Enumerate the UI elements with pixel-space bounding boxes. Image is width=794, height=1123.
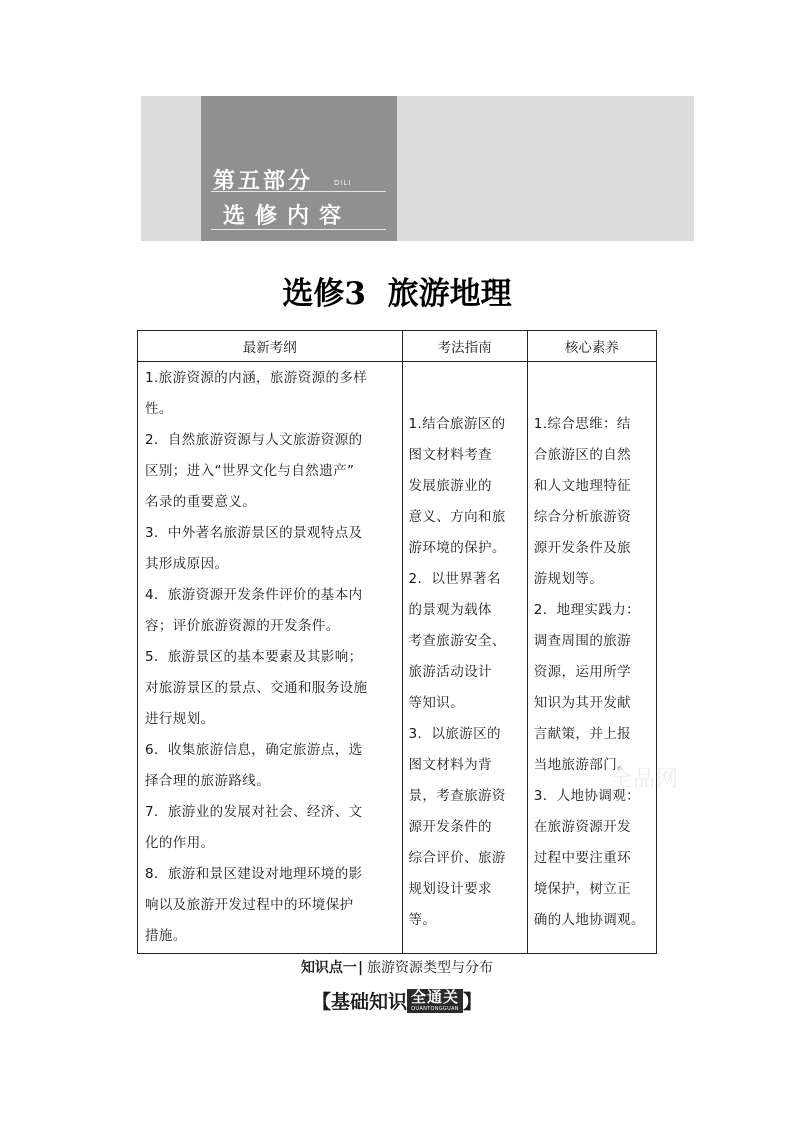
badge-main-text: 全通关 bbox=[411, 988, 460, 1006]
cell-line: 1.结合旅游区的 bbox=[408, 416, 506, 432]
cell-line: 图文材料考查 bbox=[408, 447, 492, 463]
cell-line: 和人文地理特征 bbox=[533, 478, 632, 494]
table-header-exam-guide: 考法指南 bbox=[402, 331, 527, 362]
syllabus-text bbox=[138, 362, 402, 952]
cell-line: 综合分析旅游资 bbox=[533, 509, 632, 525]
cell-line: 其形成原因。 bbox=[145, 556, 229, 572]
cell-line: 名录的重要意义。 bbox=[145, 494, 257, 510]
cell-line: 2．地理实践力： bbox=[533, 602, 641, 618]
section-header bbox=[0, 987, 794, 1014]
core-literacy-cell bbox=[527, 362, 656, 954]
cell-line: 对旅游景区的景点、交通和服务设施 bbox=[145, 680, 368, 696]
cell-line: 3．以旅游区的 bbox=[408, 726, 501, 742]
cell-line: 当地旅游部门。 bbox=[533, 757, 632, 773]
cell-line: 响以及旅游开发过程中的环境保护 bbox=[145, 897, 354, 913]
cell-line: 境保护，树立正 bbox=[533, 881, 632, 897]
cell-line: 在旅游资源开发 bbox=[533, 819, 632, 835]
exam-guide-text bbox=[403, 362, 527, 936]
cell-line: 2．以世界著名 bbox=[408, 571, 501, 587]
cell-line: 发展旅游业的 bbox=[408, 478, 492, 494]
cell-line: 区别；进入“世界文化与自然遗产” bbox=[145, 463, 355, 479]
cell-line: 调查周围的旅游 bbox=[533, 633, 632, 649]
cell-line: 景，考查旅游资 bbox=[408, 788, 506, 804]
syllabus-cell bbox=[138, 362, 403, 954]
cell-line: 1.综合思维：结 bbox=[533, 416, 631, 432]
cell-line: 8．旅游和景区建设对地理环境的影 bbox=[145, 866, 363, 882]
cell-line: 等。 bbox=[408, 912, 437, 928]
knowledge-point-title: 旅游资源类型与分布 bbox=[367, 960, 494, 976]
table-header-core-literacy: 核心素养 bbox=[527, 331, 656, 362]
subject-tag: DILI bbox=[334, 179, 352, 187]
part-label: 第五部分 bbox=[213, 168, 314, 194]
cell-line: 考查旅游安全、 bbox=[408, 633, 506, 649]
cell-line: 源开发条件及旅 bbox=[533, 540, 632, 556]
cell-line: 等知识。 bbox=[408, 695, 465, 711]
cell-line: 2．自然旅游资源与人文旅游资源的 bbox=[145, 432, 363, 448]
cell-line: 3．中外著名旅游景区的景观特点及 bbox=[145, 525, 363, 541]
cell-line: 6．收集旅游信息，确定旅游点，选 bbox=[145, 742, 363, 758]
cell-line: 图文材料为背 bbox=[408, 757, 492, 773]
cell-line: 合旅游区的自然 bbox=[533, 447, 632, 463]
knowledge-point-label: 知识点一 bbox=[300, 960, 357, 976]
cell-line: 容；评价旅游资源的开发条件。 bbox=[145, 618, 340, 634]
cell-line: 意义、方向和旅 bbox=[408, 509, 506, 525]
part-subtitle: 选修内容 bbox=[223, 203, 352, 229]
cell-line: 资源，运用所学 bbox=[533, 664, 632, 680]
table-header-row bbox=[138, 331, 657, 362]
cell-line: 旅游活动设计 bbox=[408, 664, 492, 680]
knowledge-point-heading bbox=[0, 957, 794, 977]
knowledge-point-separator: | bbox=[357, 960, 364, 976]
cell-line: 言献策，并上报 bbox=[533, 726, 632, 742]
cell-line: 化的作用。 bbox=[145, 835, 215, 851]
cell-line: 进行规划。 bbox=[145, 711, 215, 727]
cell-line: 确的人地协调观。 bbox=[533, 912, 645, 928]
cell-line: 1.旅游资源的内涵，旅游资源的多样 bbox=[145, 370, 368, 386]
section-label: 基础知识 bbox=[330, 991, 407, 1013]
cell-line: 规划设计要求 bbox=[408, 881, 492, 897]
cell-line: 过程中要注重环 bbox=[533, 850, 632, 866]
cell-line: 4．旅游资源开发条件评价的基本内 bbox=[145, 587, 363, 603]
exam-guide-cell bbox=[402, 362, 527, 954]
table-row bbox=[138, 362, 657, 954]
chapter-title: 选修3 旅游地理 bbox=[282, 276, 512, 312]
cell-line: 的景观为载体 bbox=[408, 602, 492, 618]
open-bracket: 【 bbox=[311, 991, 331, 1013]
cell-line: 游环境的保护。 bbox=[408, 540, 506, 556]
cell-line: 择合理的旅游路线。 bbox=[145, 773, 271, 789]
cell-line: 知识为其开发献 bbox=[533, 695, 632, 711]
cell-line: 游规划等。 bbox=[533, 571, 604, 587]
cell-line: 5．旅游景区的基本要素及其影响； bbox=[145, 649, 363, 665]
badge-sub-text: QUANTONGGUAN bbox=[411, 1006, 459, 1012]
table-header-syllabus: 最新考纲 bbox=[138, 331, 403, 362]
cell-line: 综合评价、旅游 bbox=[408, 850, 506, 866]
cell-line: 性。 bbox=[145, 401, 173, 417]
cell-line: 措施。 bbox=[145, 928, 187, 944]
cell-line: 7．旅游业的发展对社会、经济、文 bbox=[145, 804, 363, 820]
cell-line: 源开发条件的 bbox=[408, 819, 492, 835]
watermark: 全品网 bbox=[610, 767, 680, 792]
cell-line: 3．人地协调观： bbox=[533, 788, 641, 804]
syllabus-table bbox=[137, 330, 657, 954]
core-literacy-text bbox=[528, 362, 656, 936]
section-badge bbox=[407, 989, 463, 1013]
close-bracket: 】 bbox=[463, 991, 483, 1013]
